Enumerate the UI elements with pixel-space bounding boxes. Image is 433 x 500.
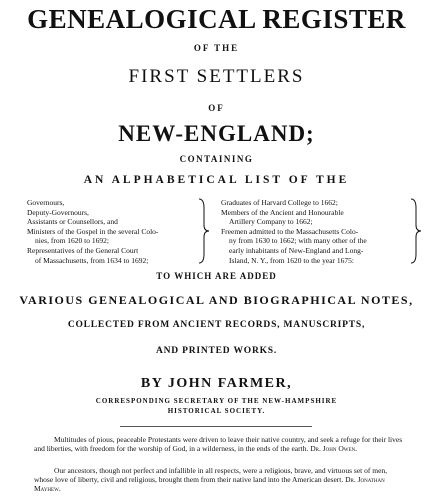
epigraph-quote	[34, 466, 406, 494]
quote-attribution: Dr. Jonathan Mayhew.	[34, 475, 385, 494]
various-notes-line: VARIOUS GENEALOGICAL AND BIOGRAPHICAL NOTES,	[19, 293, 414, 307]
left-column-line: nies, from 1620 to 1692;	[35, 236, 109, 246]
right-column-line: Island, N. Y., from 1620 to the year 1675:	[229, 255, 354, 265]
alphabetical-list-line: AN ALPHABETICAL LIST OF THE	[83, 174, 350, 186]
left-column-line: Representatives of the General Court	[27, 245, 139, 255]
of-the-line: OF THE	[193, 43, 240, 53]
left-column-line: Ministers of the Gospel in the several Colo-	[27, 226, 159, 236]
divider-rule	[120, 426, 312, 427]
secretary-line-1: CORRESPONDING SECRETARY OF THE NEW-HAMPSHIRE	[95, 397, 338, 405]
right-column-line: Artillery Company to 1662;	[229, 217, 313, 227]
left-column-line: Assistants or Counsellors, and	[27, 217, 118, 227]
right-column-line: ny from 1630 to 1662; with many other of the	[229, 236, 367, 246]
first-settlers-heading: FIRST SETTLERS	[128, 66, 305, 87]
right-column-list	[221, 198, 411, 265]
new-england-heading: NEW-ENGLAND;	[118, 121, 315, 146]
right-column-line: early inhabitants of New-England and Long-	[229, 245, 364, 255]
of-line: OF	[208, 103, 225, 113]
author-line: BY JOHN FARMER,	[140, 376, 293, 391]
added-line: TO WHICH ARE ADDED	[156, 271, 277, 281]
secretary-line-2: HISTORICAL SOCIETY.	[167, 407, 266, 415]
quote-text: Multitudes of pious, peaceable Protestants were driven to leave their native country, and seek a refuge for their lives and liberties, with freedom for the worship of God, in a wilderness, in the ends of the earth.	[34, 435, 403, 454]
quote-text: Our ancestors, though not perfect and infallible in all respects, were a religious, brave, and virtuous set of men, whose love of liberty, civil and religious, brought them from their native land into the American desert.	[34, 466, 388, 485]
right-column-line: Freemen admitted to the Massachusetts Colo-	[221, 226, 359, 236]
right-column-line: Graduates of Harvard College to 1662;	[221, 198, 338, 207]
left-column-line: Governours,	[27, 198, 65, 207]
left-brace-icon	[198, 198, 210, 264]
page-title: GENEALOGICAL REGISTER	[27, 4, 406, 34]
epigraph-quote	[34, 435, 406, 453]
secretary-title	[0, 396, 433, 416]
left-column-line: of Massachusetts, from 1634 to 1692;	[35, 255, 149, 265]
left-column-line: Deputy-Governours,	[27, 207, 89, 217]
right-column-line: Members of the Ancient and Honourable	[221, 207, 344, 217]
collected-line: COLLECTED FROM ANCIENT RECORDS, MANUSCRIPTS,	[67, 320, 366, 330]
right-brace-icon	[410, 198, 422, 264]
left-column-list	[27, 198, 207, 265]
containing-line: CONTAINING	[179, 154, 254, 164]
printed-works-line: AND PRINTED WORKS.	[155, 346, 278, 356]
quote-attribution: Dr. John Owen.	[310, 444, 357, 454]
